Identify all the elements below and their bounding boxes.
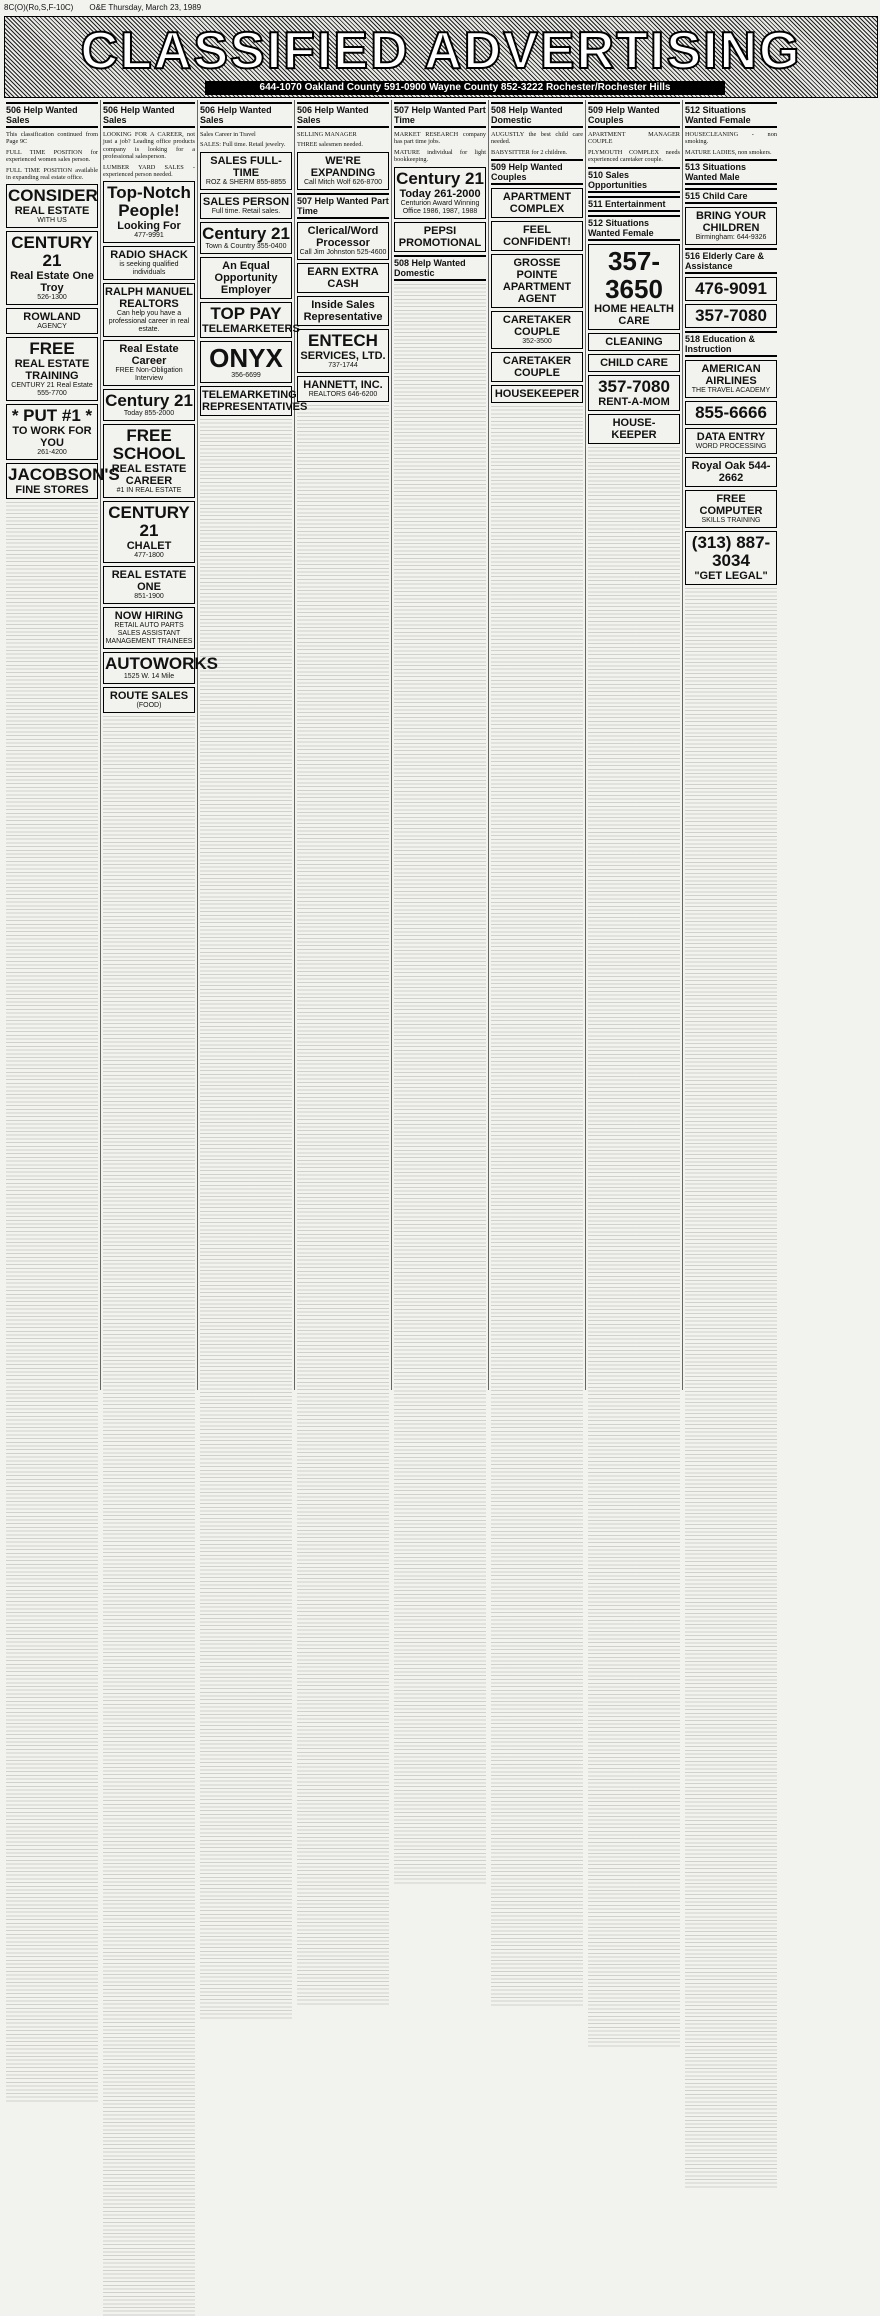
display-ad-detail: 737-1744 <box>328 361 358 369</box>
section-heading: 509 Help Wanted Couples <box>588 102 680 128</box>
display-ad <box>6 337 98 401</box>
ad-column <box>392 100 489 1390</box>
display-ad <box>491 188 583 218</box>
display-ad <box>103 501 195 563</box>
display-ad-detail: Centurion Award Winning Office 1986, 1987, 1988 <box>400 199 480 215</box>
display-ad <box>6 308 98 334</box>
display-ad-subhead: HOUSEKEEPER <box>494 388 580 401</box>
display-ad-detail: RETAIL AUTO PARTS SALES ASSISTANT MANAGEMENT TRAINEES <box>105 622 193 646</box>
display-ad <box>491 254 583 308</box>
folio-center: O&E Thursday, March 23, 1989 <box>89 3 202 12</box>
display-ad-subhead: Real Estate Career <box>119 343 179 368</box>
display-ad <box>588 354 680 372</box>
display-ad-headline: CENTURY 21 <box>108 503 190 541</box>
display-ad <box>103 652 219 684</box>
display-ad-detail: Today 855-2000 <box>123 410 175 418</box>
display-ad-detail: Call Jim Johnston 525-4600 <box>299 248 387 256</box>
classified-masthead <box>4 16 878 98</box>
ad-text: MATURE LADIES, non smokers. <box>685 148 772 156</box>
display-ad <box>200 341 292 383</box>
display-ad-subhead: Clerical/Word Processor <box>307 224 379 249</box>
display-ad-headline: Top-Notch People! <box>107 183 191 221</box>
ad-column <box>198 100 308 1390</box>
display-ad-subhead: HOUSE-KEEPER <box>611 416 657 441</box>
display-ad <box>103 340 195 386</box>
display-ad <box>200 152 292 190</box>
section-heading: 512 Situations Wanted Female <box>685 102 777 128</box>
display-ad-headline: FREE <box>29 339 75 359</box>
display-ad <box>685 490 777 528</box>
fine-print-texture <box>200 419 292 2019</box>
ad-column <box>4 100 120 1390</box>
display-ad <box>588 244 680 330</box>
display-ad-headline: 357-7080 <box>695 306 767 326</box>
display-ad <box>200 193 292 219</box>
display-ad <box>491 385 583 403</box>
display-ad-subhead: CHILD CARE <box>600 356 668 369</box>
fine-print-texture <box>588 447 680 2047</box>
display-ad <box>297 296 389 326</box>
display-ad <box>103 246 195 280</box>
display-ad-detail: WITH US <box>37 217 67 225</box>
display-ad-detail: AGENCY <box>37 323 67 331</box>
section-heading: 516 Elderly Care & Assistance <box>685 248 777 274</box>
ad-text: MARKET RESEARCH company has part time jobs. <box>394 131 486 146</box>
display-ad <box>6 463 120 499</box>
ad-text: BABYSITTER for 2 children. <box>491 148 568 156</box>
display-ad-detail: ROZ & SHERM 855-8855 <box>205 178 287 186</box>
display-ad-headline: 357-7080 <box>598 376 670 396</box>
fine-print-texture <box>103 716 195 2316</box>
display-ad-subhead: REAL ESTATE ONE <box>111 569 187 594</box>
display-ad-detail: #1 IN REAL ESTATE <box>116 487 182 495</box>
display-ad <box>200 386 308 416</box>
ad-text: THREE salesmen needed. <box>297 141 363 149</box>
folio-line <box>4 3 876 15</box>
display-ad <box>491 221 583 251</box>
masthead-phone-bar: 644-1070 Oakland County 591-0900 Wayne County 852-3222 Rochester/Rochester Hills <box>205 81 725 95</box>
display-ad-detail: Town & Country 355-0400 <box>205 242 287 250</box>
section-heading: 506 Help Wanted Sales <box>297 102 389 128</box>
display-ad <box>685 531 777 585</box>
display-ad-headline: TOP PAY <box>210 303 282 323</box>
display-ad <box>685 304 777 328</box>
display-ad-headline: Century 21 <box>396 168 484 188</box>
display-ad <box>394 167 486 219</box>
display-ad-subhead: REAL ESTATE CAREER <box>111 463 187 488</box>
ad-text: This classification continued from Page 9C <box>6 131 98 146</box>
display-ad-subhead: CARETAKER COUPLE <box>502 314 572 339</box>
display-ad-subhead: RALPH MANUEL REALTORS <box>105 286 193 311</box>
ad-column <box>489 100 586 1390</box>
display-ad <box>200 257 292 299</box>
display-ad-headline: FREE SCHOOL <box>112 426 186 464</box>
ad-text: HOUSECLEANING - non smoking. <box>685 131 777 146</box>
display-ad <box>685 277 777 301</box>
section-heading: 515 Child Care <box>685 188 777 204</box>
display-ad-headline: * PUT #1 * <box>11 406 93 426</box>
ad-text: LUMBER YARD SALES - experienced person needed. <box>103 163 195 179</box>
display-ad <box>200 222 292 254</box>
display-ad-subhead: HOME HEALTH CARE <box>594 302 674 327</box>
display-ad <box>103 607 195 649</box>
section-heading: 506 Help Wanted Sales <box>200 102 292 128</box>
display-ad-detail: 1525 W. 14 Mile <box>123 673 175 681</box>
display-ad-subhead: BRING YOUR CHILDREN <box>695 210 767 235</box>
display-ad <box>491 352 583 382</box>
display-ad-subhead: APARTMENT COMPLEX <box>502 191 572 216</box>
section-heading: 508 Help Wanted Domestic <box>491 102 583 128</box>
display-ad-subhead: CLEANING <box>605 335 663 348</box>
display-ad-huge: 357-3650 <box>605 245 663 304</box>
display-ad <box>685 401 777 425</box>
fine-print-texture <box>491 406 583 2006</box>
display-ad-subhead: SALES FULL-TIME <box>210 154 282 179</box>
display-ad-subhead: GROSSE POINTE APARTMENT AGENT <box>502 257 572 306</box>
section-heading: 513 Situations Wanted Male <box>685 159 777 185</box>
display-ad-detail: 477-1800 <box>134 552 164 560</box>
display-ad-subhead: FEEL CONFIDENT! <box>503 224 571 249</box>
display-ad-subhead: FINE STORES <box>15 484 89 497</box>
ad-text: FULL TIME POSITION available in expanding real estate office. <box>6 166 98 182</box>
fine-print-texture <box>6 502 98 2102</box>
display-ad-subhead: REAL ESTATE <box>14 205 90 218</box>
display-ad-detail: Call Mitch Wolf 626-8700 <box>303 178 383 186</box>
display-ad <box>685 360 777 398</box>
display-ad-subhead: ROWLAND <box>23 311 81 324</box>
display-ad <box>394 222 486 252</box>
display-ad-detail: (FOOD) <box>136 702 162 710</box>
display-ad-subhead: "GET LEGAL" <box>694 570 768 583</box>
ad-text: MATURE individual for light bookkeeping. <box>394 148 486 164</box>
display-ad-subhead: NOW HIRING <box>114 610 184 623</box>
display-ad-subhead: EARN EXTRA CASH <box>307 265 379 290</box>
ad-text: APARTMENT MANAGER COUPLE <box>588 131 680 146</box>
ad-column <box>586 100 683 1390</box>
display-ad-subhead: TELEMARKETING REPRESENTATIVES <box>202 388 308 413</box>
display-ad-headline: Century 21 <box>105 391 193 411</box>
display-ad-subhead: WE'RE EXPANDING <box>310 154 376 179</box>
ad-text: SALES: Full time. Retail jewelry. <box>200 141 286 149</box>
display-ad-headline: CENTURY 21 <box>11 233 93 271</box>
display-ad-subhead: SALES PERSON <box>202 195 290 208</box>
display-ad-headline: (313) 887-3034 <box>691 533 771 571</box>
display-ad <box>297 222 389 260</box>
display-ad-headline: 855-6666 <box>695 403 767 423</box>
fine-print-texture <box>394 284 486 1884</box>
display-ad <box>200 302 300 338</box>
display-ad-subhead: HANNETT, INC. <box>303 378 383 391</box>
display-ad-subhead: Real Estate One Troy <box>10 270 94 295</box>
ad-text: Sales Career in Travel <box>200 131 256 138</box>
section-heading: 506 Help Wanted Sales <box>103 102 195 128</box>
display-ad-detail: CENTURY 21 Real Estate 555-7700 <box>11 382 93 398</box>
display-ad-headline: 476-9091 <box>695 279 767 299</box>
ad-text: SELLING MANAGER <box>297 131 357 138</box>
display-ad-subhead: REAL ESTATE TRAINING <box>14 358 90 383</box>
display-ad-subhead: Inside Sales Representative <box>303 298 383 323</box>
display-ad-detail: FREE Non-Obligation Interview <box>115 367 183 383</box>
ad-text: LOOKING FOR A CAREER, not just a job? Leading office products company is looking for a professional salesperson. <box>103 131 195 161</box>
display-ad-subhead: RADIO SHACK <box>110 249 188 262</box>
display-ad-headline: JACOBSON'S <box>8 465 120 485</box>
display-ad <box>6 184 98 228</box>
section-heading: 510 Sales Opportunities <box>588 167 680 193</box>
display-ad-subhead: AMERICAN AIRLINES <box>701 363 761 388</box>
display-ad-headline: CONSIDER <box>8 186 98 206</box>
display-ad-detail: 477-9991 <box>134 232 164 240</box>
ad-column <box>101 100 219 1390</box>
display-ad <box>103 389 195 421</box>
section-heading: 508 Help Wanted Domestic <box>394 255 486 281</box>
section-heading: 512 Situations Wanted Female <box>588 215 680 241</box>
display-ad-subhead: Today 261-2000 <box>399 187 481 200</box>
display-ad-detail: SKILLS TRAINING <box>701 517 761 525</box>
ad-text: AUGUSTLY the best child care needed. <box>491 131 583 146</box>
section-heading: 509 Help Wanted Couples <box>491 159 583 185</box>
display-ad-subhead: ROUTE SALES <box>109 690 189 703</box>
display-ad-detail: THE TRAVEL ACADEMY <box>691 387 771 395</box>
display-ad <box>103 566 195 604</box>
display-ad <box>297 263 389 293</box>
display-ad <box>685 207 777 245</box>
fine-print-texture <box>297 405 389 2005</box>
display-ad-detail: REALTORS 646-6200 <box>308 390 378 398</box>
display-ad <box>6 404 98 460</box>
display-ad-detail: WORD PROCESSING <box>695 443 767 451</box>
section-heading: 511 Entertainment <box>588 196 680 212</box>
masthead-title: CLASSIFIED ADVERTISING <box>80 22 802 80</box>
display-ad <box>6 231 98 305</box>
display-ad <box>685 428 777 454</box>
display-ad <box>297 152 389 190</box>
section-heading: 507 Help Wanted Part Time <box>394 102 486 128</box>
ad-column <box>295 100 392 1390</box>
display-ad <box>588 414 680 444</box>
display-ad-detail: 261-4200 <box>37 449 67 457</box>
display-ad-subhead: Royal Oak 544-2662 <box>691 460 771 485</box>
display-ad-subhead: RENT-A-MOM <box>598 395 670 408</box>
ad-column <box>683 100 779 1390</box>
display-ad-subhead: CHALET <box>126 540 172 553</box>
display-ad-headline: AUTOWORKS <box>105 654 219 674</box>
ad-text: FULL TIME POSITION for experienced women sales person. <box>6 148 98 164</box>
display-ad <box>103 283 195 337</box>
display-ad-headline: Century 21 <box>202 223 290 243</box>
display-ad-detail: Birmingham: 644-9326 <box>695 234 767 242</box>
display-ad-subhead: FREE COMPUTER <box>699 493 763 518</box>
display-ad <box>491 311 583 349</box>
display-ad <box>297 329 389 373</box>
display-ad <box>297 376 389 402</box>
ad-text: PLYMOUTH COMPLEX needs experienced caretaker couple. <box>588 148 680 164</box>
display-ad-detail: 851-1900 <box>134 593 164 601</box>
section-heading: 518 Education & Instruction <box>685 331 777 357</box>
display-ad <box>103 181 195 243</box>
display-ad-detail: is seeking qualified individuals <box>119 261 179 277</box>
display-ad-detail: Can help you have a professional career in real estate. <box>108 310 190 334</box>
display-ad-subhead: Looking For <box>117 220 181 233</box>
display-ad-detail: 356-6699 <box>231 371 261 379</box>
display-ad-subhead: CARETAKER COUPLE <box>502 355 572 380</box>
section-heading: 507 Help Wanted Part Time <box>297 193 389 219</box>
display-ad-subhead: An Equal Opportunity Employer <box>214 259 278 296</box>
display-ad <box>588 333 680 351</box>
display-ad-subhead: PEPSI PROMOTIONAL <box>398 224 482 249</box>
display-ad-subhead: DATA ENTRY <box>696 431 766 444</box>
display-ad <box>588 375 680 411</box>
fine-print-texture <box>685 588 777 2188</box>
display-ad <box>685 457 777 487</box>
display-ad-huge: ONYX <box>209 342 283 373</box>
display-ad-detail: 526-1300 <box>37 294 67 302</box>
display-ad-subhead: SERVICES, LTD. <box>300 349 386 362</box>
display-ad <box>103 687 195 713</box>
display-ad-subhead: TELEMARKETERS <box>202 322 300 335</box>
display-ad <box>103 424 195 498</box>
display-ad-detail: Full time. Retail sales. <box>211 207 281 215</box>
ad-columns <box>4 100 876 1390</box>
display-ad-headline: ENTECH <box>308 330 378 350</box>
folio-left: 8C(O)(Ro,S,F-10C) <box>4 3 74 12</box>
section-heading: 506 Help Wanted Sales <box>6 102 98 128</box>
display-ad-detail: 352-3500 <box>522 338 552 346</box>
display-ad-subhead: TO WORK FOR YOU <box>12 425 92 450</box>
